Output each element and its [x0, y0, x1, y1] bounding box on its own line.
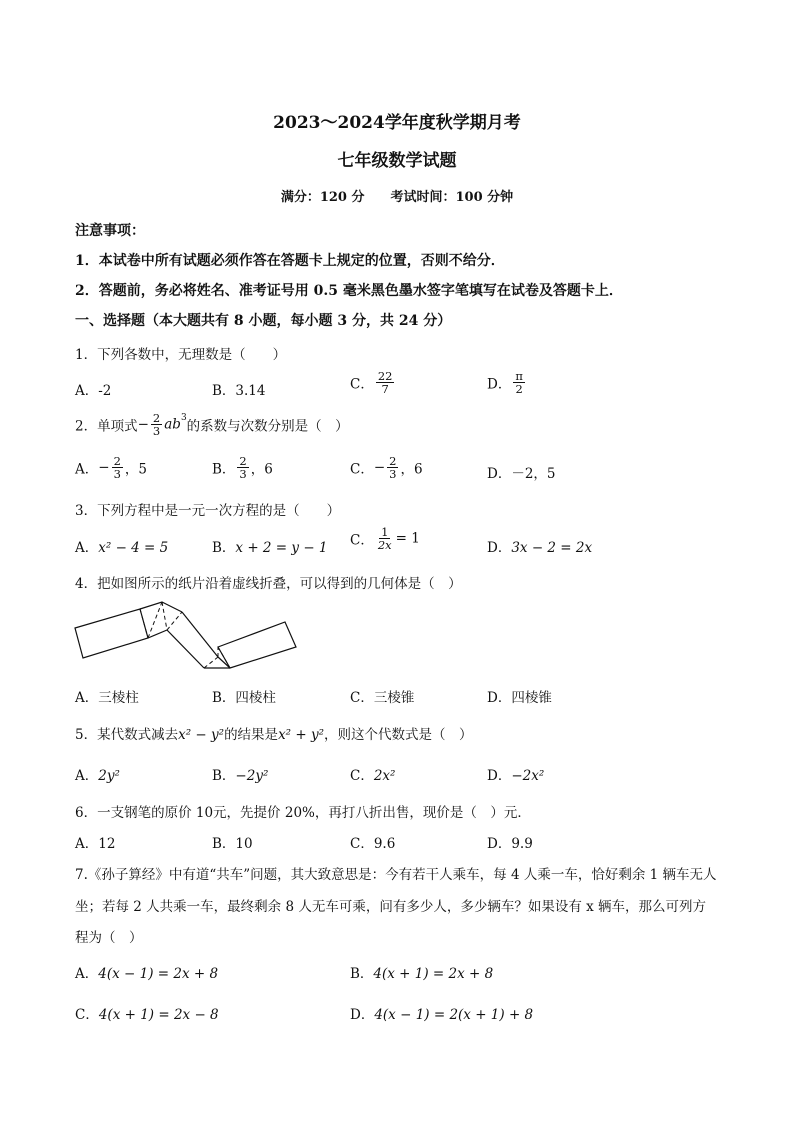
q2-prefix: 2．单项式 [75, 418, 138, 435]
q2-frac-num: 2 [152, 411, 161, 425]
q2-b-num: 2 [239, 454, 247, 468]
q1-option-d-label: D． [487, 376, 512, 393]
q2-suffix: 的系数与次数分别是（ ） [186, 418, 349, 435]
q2-a-den: 3 [113, 467, 121, 482]
q3-d-label: D． [487, 540, 512, 556]
q6-option-d: D．9.9 [487, 836, 533, 852]
q3-b-math: x + 2 = y − 1 [235, 540, 328, 556]
q5-option-c [350, 764, 395, 784]
q5-stem [75, 723, 473, 743]
q6-stem: 6．一支钢笔的原价 10元，先提价 20%，再打八折出售，现价是（ ）元． [75, 805, 531, 821]
q2-option-a: A．− $\frac{2}{3}$ ，5 [75, 454, 147, 482]
net-fold-3 [162, 602, 167, 630]
notes-heading: 注意事项： [75, 223, 145, 239]
q7-option-c [75, 1003, 219, 1023]
q3-b-label: B． [212, 540, 236, 556]
q3-a-label: A． [75, 540, 99, 556]
q5-math-1: x² − y² [178, 727, 225, 743]
q1-option-d [487, 370, 527, 395]
q4-option-c: C．三棱锥 [350, 690, 415, 706]
q5-math-2: x² + y² [278, 727, 325, 743]
q6-option-c: C．9.6 [350, 836, 396, 852]
q3-c-tail: = 1 [395, 530, 420, 547]
q4-stem: 4．把如图所示的纸片沿着虚线折叠，可以得到的几何体是（ ） [75, 576, 462, 592]
q5-option-d [487, 764, 544, 784]
q7-d-math: 4(x − 1) = 2(x + 1) + 8 [374, 1007, 534, 1023]
q5-c-label: C． [350, 768, 374, 784]
q1-option-c-label: C． [350, 376, 374, 393]
page-subtitle: 七年级数学试题 [337, 151, 457, 171]
q7-stem-line-3: 程为（ ） [75, 930, 143, 946]
q1-stem: 1．下列各数中，无理数是（ ） [75, 347, 287, 363]
q5-b-math: −2y² [235, 768, 269, 784]
q3-option-c [350, 526, 420, 551]
note-1: 1．本试卷中所有试题必须作答在答题卡上规定的位置，否则不给分． [75, 253, 505, 269]
title-rest: 学年度秋学期月考 [384, 113, 521, 133]
q3-stem: 3．下列方程中是一元一次方程的是（ ） [75, 503, 341, 519]
q2-a-label: A． [75, 461, 99, 478]
net-right-rect [218, 622, 296, 668]
q5-d-label: D． [487, 768, 512, 784]
q7-c-label: C． [75, 1007, 99, 1023]
q2-exp: 3 [180, 413, 187, 424]
q3-c-den: 2x [377, 538, 392, 553]
q2-c-label: C． [350, 461, 374, 478]
net-lower-diagonal [167, 630, 204, 668]
q1-option-c [350, 370, 396, 395]
q7-option-d [350, 1003, 533, 1023]
q2-stem: 2．单项式− $\frac{2}{3}$ $ab^3$的系数与次数分别是（ ） [75, 411, 349, 439]
folding-net-figure [70, 600, 310, 675]
q3-a-math: x² − 4 = 5 [98, 540, 169, 556]
net-left-rect [75, 609, 148, 658]
q2-a-tail: ，5 [124, 461, 147, 478]
q5-a-label: A． [75, 768, 99, 784]
q6-option-b: B．10 [212, 836, 253, 852]
note-2: 2．答题前，务必将姓名、准考证号用 0.5 毫米黑色墨水签字笔填写在试卷及答题卡上． [75, 283, 623, 299]
q1-option-b: B．3.14 [212, 383, 266, 399]
q1-d-num: π [515, 369, 523, 383]
section-heading: 一、选择题（本大题共有 8 小题，每小题 3 分，共 24 分） [75, 313, 452, 329]
q7-stem-line-2: 坐；若每 2 人共乘一车，最终剩余 8 人无车可乘，问有多少人，多少辆车？如果设有 x 辆车，那么可列方 [75, 899, 707, 915]
q2-c-tail: ，6 [400, 461, 423, 478]
q7-c-math: 4(x + 1) = 2x − 8 [98, 1007, 219, 1023]
q3-option-a [75, 536, 168, 556]
q2-b-den: 3 [239, 467, 247, 482]
net-fold-4 [167, 612, 182, 630]
net-fold-5 [204, 657, 218, 668]
q3-d-math: 3x − 2 = 2x [511, 540, 593, 556]
q5-d-math: −2x² [511, 768, 545, 784]
q5-a-math: 2y² [98, 768, 120, 784]
q7-option-a [75, 962, 218, 982]
q7-a-label: A． [75, 966, 99, 982]
q2-option-d: D．－2，5 [487, 466, 556, 482]
q2-c-den: 3 [389, 467, 397, 482]
q2-b-tail: ，6 [250, 461, 273, 478]
q5-option-b [212, 764, 268, 784]
q7-a-math: 4(x − 1) = 2x + 8 [98, 966, 219, 982]
page-title [0, 108, 794, 133]
q5-b-label: B． [212, 768, 236, 784]
q7-stem-line-1: 7.《孙子算经》中有道“共车”问题，其大致意思是：今有若干人乘车，每 4 人乘一车，恰好剩余 1 辆车无人 [75, 867, 717, 883]
q2-mono: ab [164, 416, 181, 433]
q6-option-a: A．12 [75, 836, 116, 852]
q3-c-num: 1 [381, 525, 389, 539]
q7-b-label: B． [350, 966, 374, 982]
q5-mid: 的结果是 [224, 727, 279, 743]
q3-option-d [487, 536, 592, 556]
q7-d-label: D． [350, 1007, 375, 1023]
q2-a-num: 2 [113, 454, 121, 468]
q4-option-a: A．三棱柱 [75, 690, 139, 706]
q3-c-label: C． [350, 532, 374, 549]
q4-option-d: D．四棱锥 [487, 690, 552, 706]
q5-c-math: 2x² [373, 768, 396, 784]
q5-prefix: 5．某代数式减去 [75, 727, 179, 743]
q5-suffix: ，则这个代数式是（ ） [324, 727, 473, 743]
title-year: 2023～2024 [273, 113, 385, 133]
q1-option-a: A．-2 [75, 383, 112, 399]
q1-c-den: 7 [381, 382, 389, 397]
q2-option-c: C．− $\frac{2}{3}$ ，6 [350, 454, 423, 482]
q3-option-b [212, 536, 328, 556]
exam-meta: 满分：120 分 考试时间：100 分钟 [280, 190, 514, 205]
q2-b-label: B． [212, 461, 236, 478]
q4-option-b: B．四棱柱 [212, 690, 276, 706]
q2-option-b [212, 455, 273, 480]
q5-option-a [75, 764, 120, 784]
q1-d-den: 2 [515, 382, 523, 397]
q2-frac-den: 3 [152, 424, 161, 439]
q2-c-num: 2 [389, 454, 397, 468]
q7-option-b [350, 962, 493, 982]
q1-c-num: 22 [377, 369, 393, 383]
q7-b-math: 4(x + 1) = 2x + 8 [373, 966, 494, 982]
